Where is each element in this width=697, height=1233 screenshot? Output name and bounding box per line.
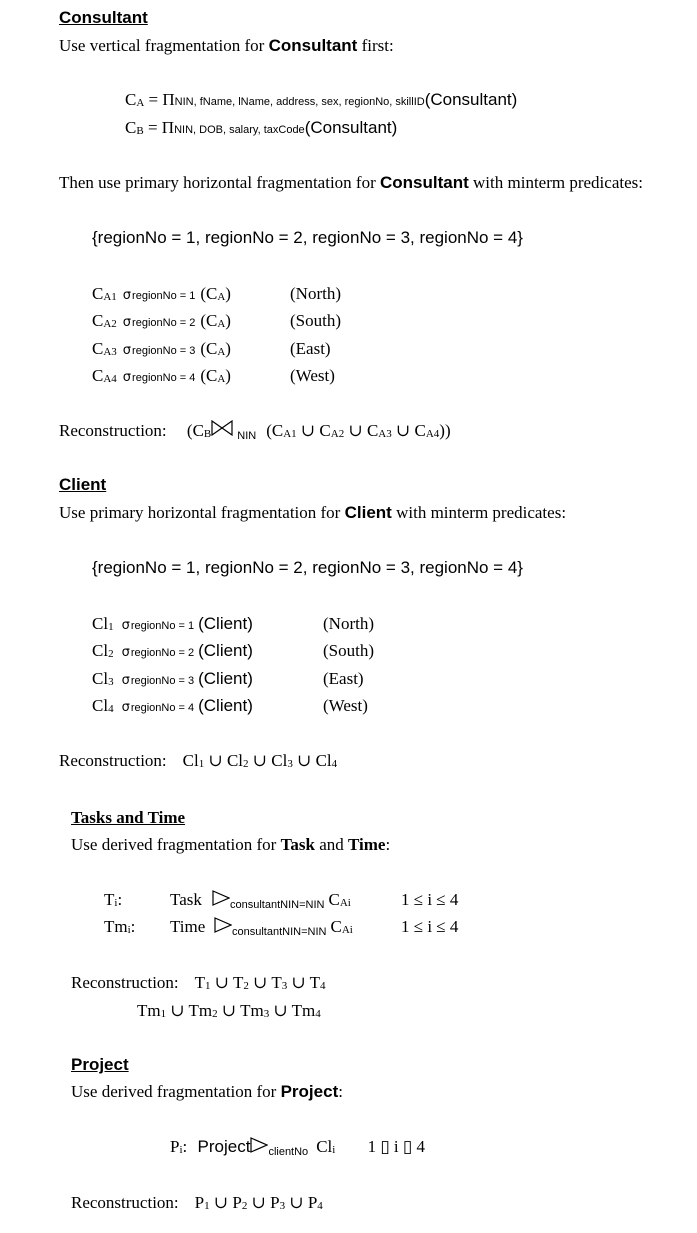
recon-sub: 3 bbox=[263, 1008, 270, 1020]
row-target-sub: Ai bbox=[341, 924, 353, 936]
sigma-icon: σ bbox=[121, 618, 130, 633]
client-reconstruction bbox=[59, 752, 337, 769]
project-derived-row bbox=[170, 1137, 425, 1158]
row-condition: clientNo bbox=[268, 1146, 309, 1158]
recon-rest: (C bbox=[266, 421, 284, 440]
recon-sub: 1 bbox=[205, 980, 211, 992]
recon-parts bbox=[195, 973, 326, 992]
recon-sub: 2 bbox=[241, 1200, 248, 1212]
fragment-region: (South) bbox=[323, 641, 374, 660]
fragment-predicate: regionNo = 1 bbox=[132, 290, 196, 302]
recon-term: Cl bbox=[226, 751, 244, 770]
semijoin-icon bbox=[214, 917, 232, 933]
sigma-icon: σ bbox=[121, 645, 130, 660]
row-relation: Project bbox=[197, 1137, 251, 1156]
fragment-predicate: regionNo = 1 bbox=[130, 620, 195, 632]
consultant-intro bbox=[59, 37, 394, 54]
intro-text: Use derived fragmentation for bbox=[71, 835, 281, 854]
cb-lhs: C bbox=[125, 118, 137, 137]
row-condition: consultantNIN=NIN bbox=[232, 926, 327, 938]
intro-text: first: bbox=[357, 36, 394, 55]
intro-bold: Task bbox=[280, 835, 315, 854]
union-icon: ∪ bbox=[217, 1001, 241, 1020]
consultant-fragment-row bbox=[92, 284, 341, 303]
fragment-name: C bbox=[92, 284, 104, 303]
row-label: P bbox=[170, 1137, 180, 1156]
intro-text: Use primary horizontal fragmentation for bbox=[59, 503, 345, 522]
recon-b-sub: B bbox=[203, 428, 212, 440]
row-label-sub: i bbox=[179, 1144, 183, 1156]
client-fragment-row bbox=[92, 614, 374, 633]
row-relation: Task bbox=[170, 890, 202, 909]
sigma-icon: σ bbox=[121, 700, 130, 715]
fragment-arg-close: ) bbox=[225, 311, 231, 330]
fragment-name: C bbox=[92, 311, 104, 330]
fragment-name-sub: 3 bbox=[108, 676, 114, 688]
fragment-name-sub: 1 bbox=[108, 621, 114, 633]
time-reconstruction bbox=[137, 1002, 321, 1019]
intro-text: with minterm predicates: bbox=[468, 173, 643, 192]
consultant-reconstruction bbox=[59, 421, 451, 442]
fragment-name-sub: A3 bbox=[103, 346, 117, 358]
recon-term: P bbox=[194, 1193, 205, 1212]
fragment-predicate: regionNo = 2 bbox=[130, 647, 195, 659]
cb-eq: = Π bbox=[143, 118, 175, 137]
recon-parts bbox=[283, 421, 450, 440]
recon-sub: A1 bbox=[283, 428, 297, 440]
recon-term: P bbox=[270, 1193, 280, 1212]
cb-definition bbox=[125, 119, 397, 136]
recon-term: Cl bbox=[182, 751, 199, 770]
consultant-fragment-row bbox=[92, 366, 335, 385]
recon-term: P bbox=[232, 1193, 242, 1212]
fragment-region: (East) bbox=[323, 669, 364, 688]
union-icon: ∪ bbox=[210, 973, 233, 992]
ca-eq: = Π bbox=[144, 90, 175, 109]
recon-sub: 4 bbox=[331, 758, 338, 770]
intro-bold: Consultant bbox=[380, 173, 469, 192]
row-colon: : bbox=[182, 1137, 188, 1156]
fragment-arg-close: ) bbox=[225, 366, 231, 385]
fragment-name-sub: A1 bbox=[103, 291, 117, 303]
fragment-region: (East) bbox=[290, 339, 331, 358]
recon-join-attr: NIN bbox=[237, 430, 257, 442]
fragment-name: Cl bbox=[92, 614, 109, 633]
fragment-name: Cl bbox=[92, 641, 109, 660]
recon-sep: ∪ C bbox=[296, 421, 331, 440]
reconstruction-label: Reconstruction: bbox=[59, 421, 167, 440]
recon-sub: A4 bbox=[425, 428, 440, 440]
fragment-arg-sub: A bbox=[217, 346, 226, 358]
recon-sub: 1 bbox=[160, 1008, 167, 1020]
union-icon: ∪ bbox=[292, 751, 316, 770]
recon-term: Tm bbox=[240, 1001, 264, 1020]
union-icon: ∪ bbox=[287, 973, 310, 992]
union-icon: ∪ bbox=[248, 751, 272, 770]
recon-term: T bbox=[271, 973, 282, 992]
fragment-name-sub: A4 bbox=[103, 373, 117, 385]
ca-definition bbox=[125, 91, 517, 108]
recon-sub: 3 bbox=[279, 1200, 286, 1212]
fragment-region: (West) bbox=[323, 696, 368, 715]
row-range: 1 ≤ i ≤ 4 bbox=[401, 890, 459, 909]
union-icon: ∪ bbox=[166, 1001, 189, 1020]
reconstruction-label: Reconstruction: bbox=[71, 1193, 179, 1212]
recon-sub: A2 bbox=[330, 428, 345, 440]
fragment-predicate: regionNo = 4 bbox=[132, 372, 196, 384]
union-icon: ∪ bbox=[247, 1193, 271, 1212]
recon-sub: 3 bbox=[287, 758, 293, 770]
row-label: Tm bbox=[104, 917, 128, 936]
intro-bold: Consultant bbox=[268, 36, 358, 55]
consultant-predicates: {regionNo = 1, regionNo = 2, regionNo = 3, regionNo = 4} bbox=[92, 228, 523, 247]
fragment-name: C bbox=[92, 366, 104, 385]
intro-text: Then use primary horizontal fragmentation for bbox=[59, 173, 380, 192]
ca-lhs: C bbox=[125, 90, 137, 109]
recon-sub: 4 bbox=[317, 1200, 323, 1212]
fragment-arg: (C bbox=[200, 284, 218, 303]
fragment-region: (South) bbox=[290, 311, 341, 330]
fragment-arg-sub: A bbox=[217, 291, 226, 303]
fragment-predicate: regionNo = 3 bbox=[132, 345, 196, 357]
sigma-icon: σ bbox=[122, 315, 132, 330]
fragment-arg: (Client) bbox=[198, 641, 253, 660]
recon-parts bbox=[195, 1193, 323, 1212]
fragment-arg: (C bbox=[200, 311, 218, 330]
recon-sub: 4 bbox=[315, 1008, 321, 1020]
recon-sub: A3 bbox=[378, 428, 392, 440]
fragment-name-sub: 4 bbox=[108, 703, 114, 715]
recon-term: Tm bbox=[291, 1001, 316, 1020]
fragment-name: C bbox=[92, 339, 104, 358]
semijoin-icon bbox=[212, 890, 230, 906]
row-target: C bbox=[330, 917, 342, 936]
fragment-arg: (C bbox=[200, 366, 218, 385]
consultant-horizontal-intro bbox=[59, 174, 643, 191]
sigma-icon: σ bbox=[122, 343, 132, 358]
recon-open: (C bbox=[186, 421, 204, 440]
intro-text: Use vertical fragmentation for bbox=[59, 36, 269, 55]
fragment-arg: (Client) bbox=[198, 696, 253, 715]
ca-attrs: NIN, fName, lName, address, sex, regionNo, skillID bbox=[174, 96, 425, 108]
fragment-name-sub: A2 bbox=[103, 318, 117, 330]
recon-sep: ∪ C bbox=[391, 421, 426, 440]
fragment-name: Cl bbox=[92, 696, 109, 715]
recon-sub: 2 bbox=[243, 758, 249, 770]
sigma-icon: σ bbox=[121, 673, 130, 688]
row-colon: : bbox=[130, 917, 136, 936]
row-target-sub: Ai bbox=[339, 897, 351, 909]
fragment-arg-sub: A bbox=[217, 318, 226, 330]
project-intro bbox=[71, 1083, 343, 1100]
cb-lhs-sub: B bbox=[136, 125, 144, 137]
fragment-region: (North) bbox=[323, 614, 374, 633]
intro-text: : bbox=[338, 1082, 343, 1101]
row-condition: consultantNIN=NIN bbox=[230, 899, 325, 911]
recon-sub: 2 bbox=[212, 1008, 218, 1020]
recon-sub: 1 bbox=[198, 758, 205, 770]
ca-lhs-sub: A bbox=[136, 97, 145, 109]
recon-sep: ∪ C bbox=[344, 421, 379, 440]
fragment-arg: (C bbox=[200, 339, 218, 358]
row-colon: : bbox=[117, 890, 123, 909]
fragment-name-sub: 2 bbox=[108, 648, 114, 660]
client-fragment-row bbox=[92, 641, 374, 660]
recon-sub: 4 bbox=[320, 980, 326, 992]
recon-term: Tm bbox=[188, 1001, 213, 1020]
client-predicates: {regionNo = 1, regionNo = 2, regionNo = 3, regionNo = 4} bbox=[92, 558, 523, 577]
cb-arg: (Consultant) bbox=[304, 118, 398, 137]
union-icon: ∪ bbox=[248, 973, 272, 992]
intro-bold: Time bbox=[348, 835, 386, 854]
fragment-region: (West) bbox=[290, 366, 335, 385]
row-label: T bbox=[104, 890, 115, 909]
ca-arg: (Consultant) bbox=[424, 90, 518, 109]
consultant-fragment-row bbox=[92, 311, 341, 330]
union-icon: ∪ bbox=[204, 751, 227, 770]
fragment-arg: (Client) bbox=[198, 669, 253, 688]
recon-sub: 1 bbox=[204, 1200, 210, 1212]
project-reconstruction bbox=[71, 1194, 323, 1211]
fragment-name: Cl bbox=[92, 669, 109, 688]
fragment-predicate: regionNo = 4 bbox=[130, 702, 195, 714]
intro-text: and bbox=[314, 835, 348, 854]
recon-term: Tm bbox=[137, 1001, 161, 1020]
consultant-fragment-row bbox=[92, 339, 331, 358]
client-heading: Client bbox=[59, 475, 107, 494]
client-fragment-row bbox=[92, 669, 364, 688]
project-heading: Project bbox=[71, 1055, 129, 1074]
union-icon: ∪ bbox=[285, 1193, 308, 1212]
reconstruction-label: Reconstruction: bbox=[71, 973, 179, 992]
tasks-heading: Tasks and Time bbox=[71, 808, 186, 827]
recon-parts bbox=[137, 1001, 321, 1020]
row-expr bbox=[214, 917, 353, 938]
join-icon bbox=[211, 420, 233, 436]
recon-sub: 3 bbox=[281, 980, 288, 992]
tasks-intro bbox=[71, 836, 390, 853]
intro-bold: Client bbox=[344, 503, 392, 522]
fragment-arg-close: ) bbox=[225, 339, 231, 358]
recon-parts bbox=[183, 751, 338, 770]
intro-text: : bbox=[385, 835, 391, 854]
union-icon: ∪ bbox=[269, 1001, 292, 1020]
sigma-icon: σ bbox=[122, 288, 132, 303]
row-label-sub: i bbox=[114, 897, 118, 909]
fragment-arg-sub: A bbox=[217, 373, 226, 385]
fragment-arg-close: ) bbox=[225, 284, 231, 303]
row-relation: Time bbox=[170, 917, 206, 936]
consultant-heading: Consultant bbox=[59, 8, 148, 27]
fragment-arg: (Client) bbox=[198, 614, 253, 633]
recon-term: P bbox=[307, 1193, 318, 1212]
semijoin-icon bbox=[250, 1137, 268, 1153]
client-intro bbox=[59, 504, 566, 521]
intro-text: with minterm predicates: bbox=[391, 503, 567, 522]
sigma-icon: σ bbox=[122, 370, 132, 385]
recon-term: Cl bbox=[271, 751, 288, 770]
intro-text: Use derived fragmentation for bbox=[71, 1082, 281, 1101]
row-range: 1 ≤ i ≤ 4 bbox=[401, 917, 459, 936]
row-target: C bbox=[328, 890, 340, 909]
fragment-region: (North) bbox=[290, 284, 341, 303]
fragment-predicate: regionNo = 3 bbox=[130, 675, 195, 687]
intro-bold: Project bbox=[280, 1082, 339, 1101]
recon-term: T bbox=[309, 973, 321, 992]
union-icon: ∪ bbox=[209, 1193, 233, 1212]
tasks-reconstruction bbox=[71, 974, 326, 991]
row-label-sub: i bbox=[127, 924, 131, 936]
derived-row bbox=[104, 890, 459, 911]
recon-term: Cl bbox=[315, 751, 332, 770]
row-range: 1 ▯ i ▯ 4 bbox=[367, 1137, 425, 1156]
derived-row bbox=[104, 917, 459, 938]
row-expr bbox=[212, 890, 351, 911]
recon-sub: 2 bbox=[243, 980, 249, 992]
recon-term: T bbox=[232, 973, 244, 992]
client-fragment-row bbox=[92, 696, 368, 715]
fragment-predicate: regionNo = 2 bbox=[132, 317, 196, 329]
row-target: Cl bbox=[316, 1137, 333, 1156]
recon-sep: )) bbox=[439, 421, 451, 440]
recon-term: T bbox=[194, 973, 206, 992]
row-target-sub: i bbox=[332, 1144, 336, 1156]
reconstruction-label: Reconstruction: bbox=[59, 751, 167, 770]
cb-attrs: NIN, DOB, salary, taxCode bbox=[174, 124, 305, 136]
